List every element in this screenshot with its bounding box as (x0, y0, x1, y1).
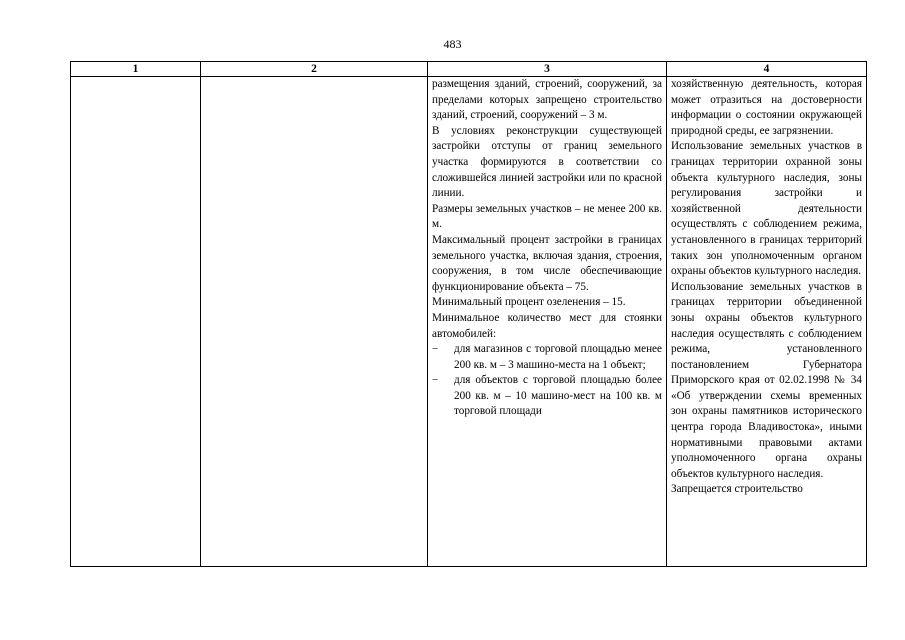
col3-paragraph: Размеры земельных участков – не менее 200 кв. м. (432, 202, 662, 231)
list-item-text: для магазинов с торговой площадью менее 200 кв. м – 3 машино-места на 1 объект; (454, 343, 662, 371)
regulations-table (70, 61, 867, 567)
col4-paragraph: Запрещается строительство (671, 483, 803, 496)
cell-col4 (667, 77, 867, 567)
column-header-2: 2 (201, 62, 428, 77)
column-header-1: 1 (71, 62, 201, 77)
list-dash-marker: − (432, 374, 439, 387)
col3-paragraph: В условиях реконструкции существующей застройки отступы от границ земельного участка формируются в соответствии со сложившейся линией застройки или по красной линии. (432, 124, 662, 200)
col3-paragraph: Минимальное количество мест для стоянки автомобилей: (432, 311, 662, 340)
col3-paragraph: размещения зданий, строений, сооружений, за пределами которых запрещено строительство зданий, строений, сооружений – 3 м. (432, 78, 662, 122)
column-header-3: 3 (428, 62, 667, 77)
list-item (432, 342, 662, 373)
cell-col2 (201, 77, 428, 567)
col4-paragraph: Использование земельных участков в границах территории объединенной зоны охраны объектов культурного наследия осуществлять с соблюдением режима, установленного постановлением Губернатора Приморского края от 02.02.1998 № 34 «Об утверждении схемы временных зон охраны памятников исторического центра города Владивостока», иными нормативными правовыми актами уполномоченного органа охраны объектов культурного наследия. (671, 280, 862, 480)
list-item (432, 373, 662, 420)
col4-paragraph: хозяйственную деятельность, которая может отразиться на достоверности информации о состоянии окружающей природной среды, ее загрязнении. (671, 78, 862, 137)
page-number: 483 (443, 37, 462, 51)
parking-list (432, 342, 662, 420)
list-dash-marker: − (432, 343, 439, 356)
table-header-row (71, 62, 867, 77)
table-row (71, 77, 867, 567)
cell-col3 (428, 77, 667, 567)
col3-paragraph: Максимальный процент застройки в границах земельного участка, включая здания, строения, сооружения, в том числе обеспечивающие функционирование объекта – 75. (432, 233, 662, 293)
column-header-4: 4 (667, 62, 867, 77)
col3-paragraph: Минимальный процент озеленения – 15. (432, 296, 626, 309)
cell-col1 (71, 77, 201, 567)
col4-paragraph: Использование земельных участков в границах территории охранной зоны объекта культурного наследия, зоны регулирования застройки и хозяйственной деятельности осуществлять с соблюдением режима, установленного в границах территорий таких зон уполномоченным органом охраны объектов культурного наследия. (671, 140, 862, 278)
list-item-text: для объектов с торговой площадью более 200 кв. м – 10 машино-мест на 100 кв. м торговой площади (454, 374, 662, 418)
